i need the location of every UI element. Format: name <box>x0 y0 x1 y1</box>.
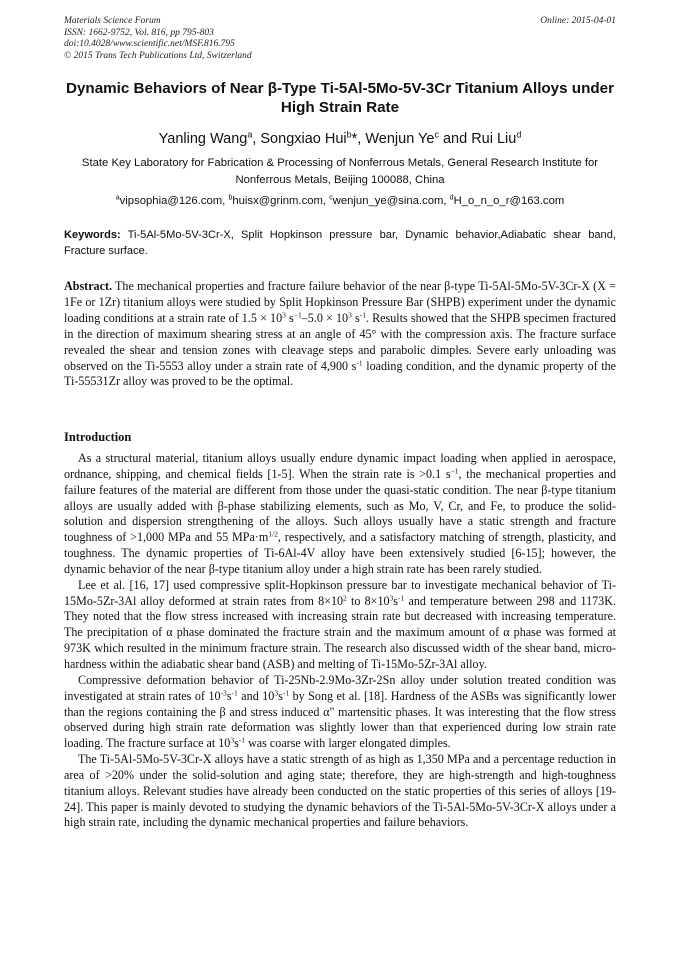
abstract-text: The mechanical properties and fracture failure behavior of the near β-type Ti-5Al-5Mo-5V-3Cr-X (X = 1Fe or 1Zr) titanium alloys were studied by Split Hopkinson Pressure Bar (SHPB) experiment under the dynamic loading conditions at a strain rate of 1.5 × 10 <box>64 279 616 325</box>
online-date: Online: 2015-04-01 <box>540 16 616 26</box>
intro-paragraph-3 <box>64 673 616 752</box>
para-sup: 2 <box>343 592 347 602</box>
introduction-body <box>64 451 616 831</box>
author-name: Rui Liu <box>471 131 517 147</box>
keywords-text: Ti-5Al-5Mo-5V-3Cr-X, Split Hopkinson pressure bar, Dynamic behavior,Adiabatic shear band, Fracture surface. <box>64 229 616 257</box>
para-text: s <box>278 688 283 703</box>
author-separator: , <box>357 131 366 147</box>
journal-issn: ISSN: 1662-9752, Vol. 816, pp 795-803 <box>64 27 214 38</box>
para-sup: -3 <box>220 688 227 698</box>
author-list <box>64 130 616 148</box>
keywords <box>64 228 616 259</box>
corresponding-mark: * <box>351 131 358 147</box>
para-sup: -1 <box>282 688 290 698</box>
abstract-text: s <box>285 310 294 325</box>
author-mark: b <box>346 129 352 140</box>
email-mark: d <box>449 194 454 202</box>
author-mark: c <box>434 129 439 140</box>
paper-title: Dynamic Behaviors of Near β-Type Ti-5Al-5Mo-5V-3Cr Titanium Alloys under High Strain Rate <box>66 80 614 116</box>
email-address[interactable]: wenjun_ye@sina.com <box>332 195 444 207</box>
para-text: and 10 <box>237 688 275 703</box>
para-text: and temperature between 298 and 1173K. They noted that the flow stress increased with increasing strain rate but decreased with increasing temperature. The precipitation of α phase dominated the fracture strain and the maximum amount of α phase was formed at 973K which resulted in the minimum fracture strain. The research also discussed width of the shear band, micro-hardness within the adiabatic shear band (ASB) and melting of Ti-15Mo-5Zr-3Al alloy. <box>64 593 616 671</box>
para-text: Compressive deformation behavior of Ti-25Nb-2.9Mo-3Zr-2Sn alloy under solution treated condition was investigated at strain rates of 10 <box>64 672 616 703</box>
para-sup: -1 <box>398 592 405 602</box>
keywords-label: Keywords: <box>64 229 121 241</box>
para-sup: 1/2 <box>268 529 278 539</box>
abstract-text: loading condition, and the dynamic property of the Ti-55531Zr alloy was proved to be the optimal. <box>64 358 616 389</box>
para-sup: −1 <box>450 466 459 476</box>
para-text: , the mechanical properties and failure features of the material are different from those under the quasi-static condition. The near β-type titanium alloys are usually added with β-phase stabilizing elements, such as Mo, V, Cr, and Fe, to produce the solid-solution and dispersion strengthening of the alloys. Such alloys usually have a static strength and fracture toughness of >1,000 MPa and 55 MPa·m <box>64 466 616 545</box>
abstract <box>64 279 616 390</box>
para-text: by Song et al. [18]. Hardness of the ASBs was significantly lower than the regions containing the β and stress induced α" martensitic phases. It was interesting that the flow stress observed during high strain rate deformation was slightly lower than that experienced during low strain rate loading. The fracture surface at 10 <box>64 688 616 751</box>
journal-name: Materials Science Forum <box>64 16 161 26</box>
email-address[interactable]: huisx@grinm.com <box>232 195 323 207</box>
para-text: Lee et al. [16, 17] used compressive split-Hopkinson pressure bar to investigate mechanical behavior of Ti-15Mo-5Zr-3Al alloy deformed at strain rates from 8×10 <box>64 577 616 608</box>
email-separator: , <box>443 195 450 207</box>
para-sup: -1 <box>231 688 238 698</box>
section-heading-introduction: Introduction <box>64 430 132 444</box>
author-name: Wenjun Ye <box>365 131 435 147</box>
abstract-text: . Results showed that the SHPB specimen fractured in the direction of maximum shearing stress at an angle of 45° with the compression axis. The fracture surface revealed the shear and tension zones with cleavage steps and parabolic dimples. Severe early unloading was observed on the Ti-5553 alloy under a strain rate of 4,900 s <box>64 310 616 373</box>
abstract-sup: −1 <box>293 310 302 320</box>
email-separator: , <box>322 195 330 207</box>
author-name: Yanling Wang <box>158 131 248 147</box>
intro-paragraph-1 <box>64 451 616 578</box>
author-mark: d <box>516 129 522 140</box>
para-sup: -1 <box>238 735 246 745</box>
email-address[interactable]: H_o_n_o_r@163.com <box>453 195 565 207</box>
email-address[interactable]: vipsophia@126.com <box>119 195 223 207</box>
email-list <box>64 194 616 208</box>
abstract-label: Abstract. <box>64 279 113 293</box>
journal-doi: doi:10.4028/www.scientific.net/MSF.816.795 <box>64 39 235 49</box>
abstract-text: s <box>351 310 360 325</box>
author-mark: a <box>247 129 253 140</box>
author-separator: and <box>438 131 472 147</box>
para-text: to 8×10 <box>346 593 390 608</box>
para-sup: 3 <box>389 592 394 602</box>
abstract-sup: -1 <box>359 310 366 320</box>
intro-paragraph-2 <box>64 578 616 673</box>
para-sup: 3 <box>274 688 279 698</box>
abstract-sup: -1 <box>356 357 363 367</box>
affiliation: State Key Laboratory for Fabrication & Processing of Nonferrous Metals, General Research Institute for Nonferrous Metals, Beijing 100088, China <box>81 157 599 186</box>
email-mark: a <box>115 194 120 202</box>
email-separator: , <box>222 195 229 207</box>
author-separator: , <box>252 131 261 147</box>
para-text: s <box>393 593 399 608</box>
para-text: was coarse with larger elongated dimples. <box>245 736 451 751</box>
email-mark: c <box>329 194 333 202</box>
para-text: , respectively, and a satisfactory matching of strength, plasticity, and toughness. The dynamic properties of Ti-6Al-4V alloy have been extensively studied [6-15]; however, the dynamic behavior of the near β-type titanium alloy under a high strain rate has been rarely studied. <box>64 530 616 576</box>
author-name: Songxiao Hui <box>260 131 347 147</box>
journal-header <box>64 16 616 62</box>
journal-copyright: © 2015 Trans Tech Publications Ltd, Switzerland <box>64 50 252 61</box>
para-text: s <box>234 736 239 751</box>
para-text: As a structural material, titanium alloys usually endure dynamic impact loading when applied in aerospace, ordnance, shipping, and chemical fields [1-5]. When the strain rate is >0.1 s <box>64 451 616 481</box>
abstract-sup: 3 <box>348 310 352 320</box>
para-sup: 3 <box>230 735 235 745</box>
email-mark: b <box>228 194 233 202</box>
intro-paragraph-4: The Ti-5Al-5Mo-5V-3Cr-X alloys have a static strength of as high as 1,350 MPa and a percentage reduction in area of >20% under the solid-solution and aging state; therefore, they are high-strength and high-toughness titanium alloys. Relevant studies have already been conducted on the static properties of this series of alloys [19-24]. This paper is mainly devoted to studying the dynamic behaviors of the Ti-5Al-5Mo-5V-3Cr-X alloys under a high strain rate, including the dynamic mechanical properties and failure behaviors. <box>64 752 616 830</box>
abstract-text: –5.0 × 10 <box>301 310 349 325</box>
abstract-sup: 3 <box>282 310 286 320</box>
para-text: s <box>226 688 232 703</box>
